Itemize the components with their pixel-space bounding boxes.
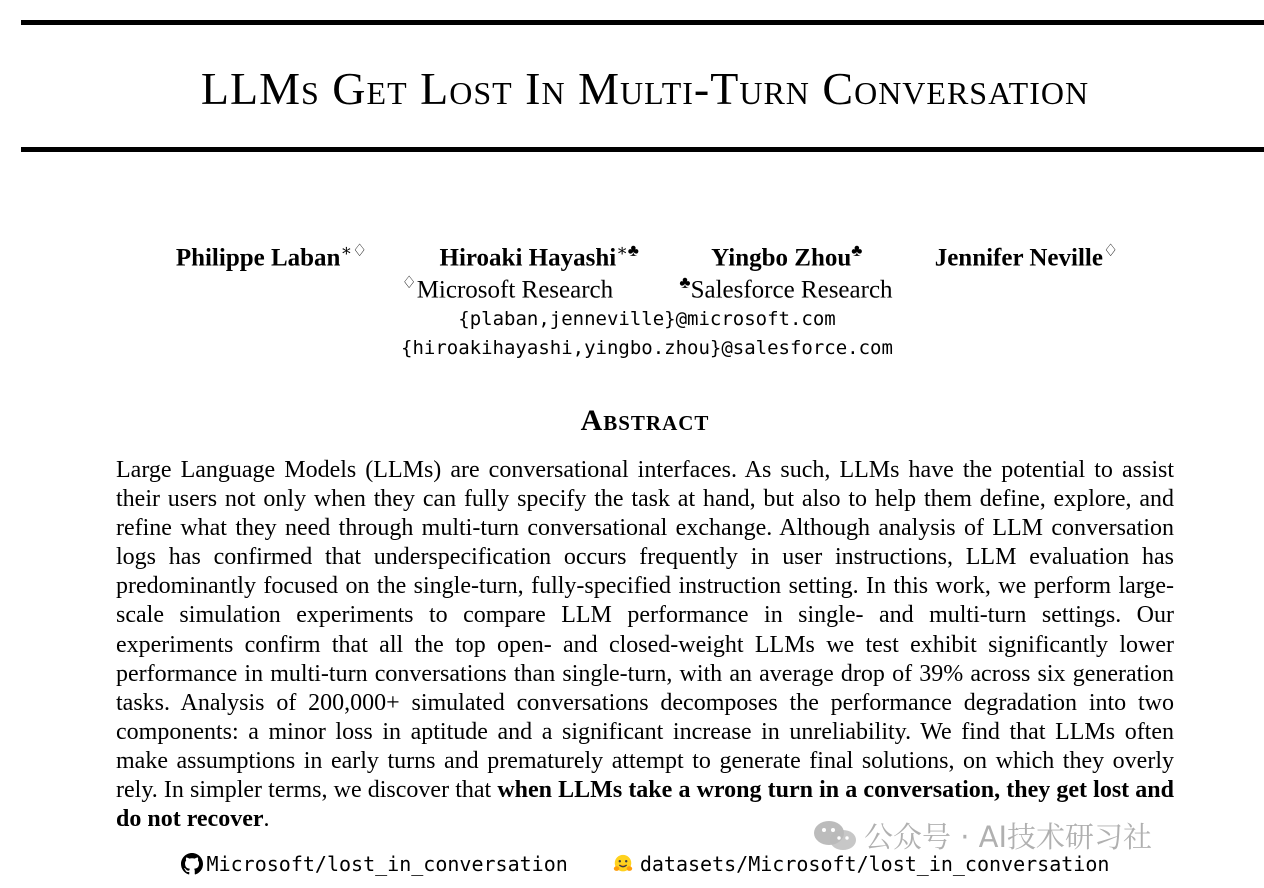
author: Jennifer Neville♢ [934, 241, 1119, 272]
author-list [0, 241, 1264, 272]
email-salesforce: {hiroakihayashi,yingbo.zhou}@salesforce.com [401, 337, 893, 359]
author: Hiroaki Hayashi∗♣ [439, 241, 639, 272]
paper-title: LLMs Get Lost In Multi-Turn Conversation [200, 63, 1090, 114]
author: Philippe Laban∗♢ [175, 241, 368, 272]
author: Yingbo Zhou♣ [711, 241, 863, 272]
top-rule [21, 20, 1264, 25]
hugging-face-icon [612, 853, 634, 875]
abstract-heading: Abstract [580, 404, 710, 437]
affiliation-list [0, 273, 1264, 304]
abstract-key-finding: when LLMs take a wrong turn in a conversation, they get lost and do not recover [116, 777, 1174, 833]
wechat-icon [812, 819, 858, 853]
github-icon [181, 853, 203, 875]
abstract-body: Large Language Models (LLMs) are conversational interfaces. As such, LLMs have the potential to assist their users not only when they can fully specify the task at hand, but also to help them define, explore, and refine what they need through multi-turn conversational exchange. Although analysis of LLM conversation logs has confirmed that underspecification occurs frequently in user instructions, LLM evaluation has predominantly focused on the single-turn, fully-specified instruction setting. In this work, we perform large-scale simulation experiments to compare LLM performance in single- and multi-turn settings. Our experiments confirm that all the top open- and closed-weight LLMs we test exhibit significantly lower performance in multi-turn conversations than single-turn, with an average drop of 39% across six generation tasks. Analysis of 200,000+ simulated conversations decomposes the performance degradation into two components: a minor loss in aptitude and a significant increase in unreliability. We find that LLMs often make assumptions in early turns and prematurely attempt to generate final solutions, on which they overly rely. In simpler terms, we discover that when LLMs take a wrong turn in a conversation, they get lost and do not recover. [116, 457, 1174, 833]
huggingface-link[interactable]: datasets/Microsoft/lost_in_conversation [612, 852, 1110, 876]
affiliation: ♣Salesforce Research [679, 273, 893, 304]
github-link[interactable]: Microsoft/lost_in_conversation [181, 852, 568, 876]
bottom-rule [21, 147, 1264, 152]
affiliation: ♢Microsoft Research [401, 273, 614, 304]
watermark: 公众号 · AI技术研习社 [812, 815, 1152, 856]
email-microsoft: {plaban,jenneville}@microsoft.com [458, 308, 836, 330]
